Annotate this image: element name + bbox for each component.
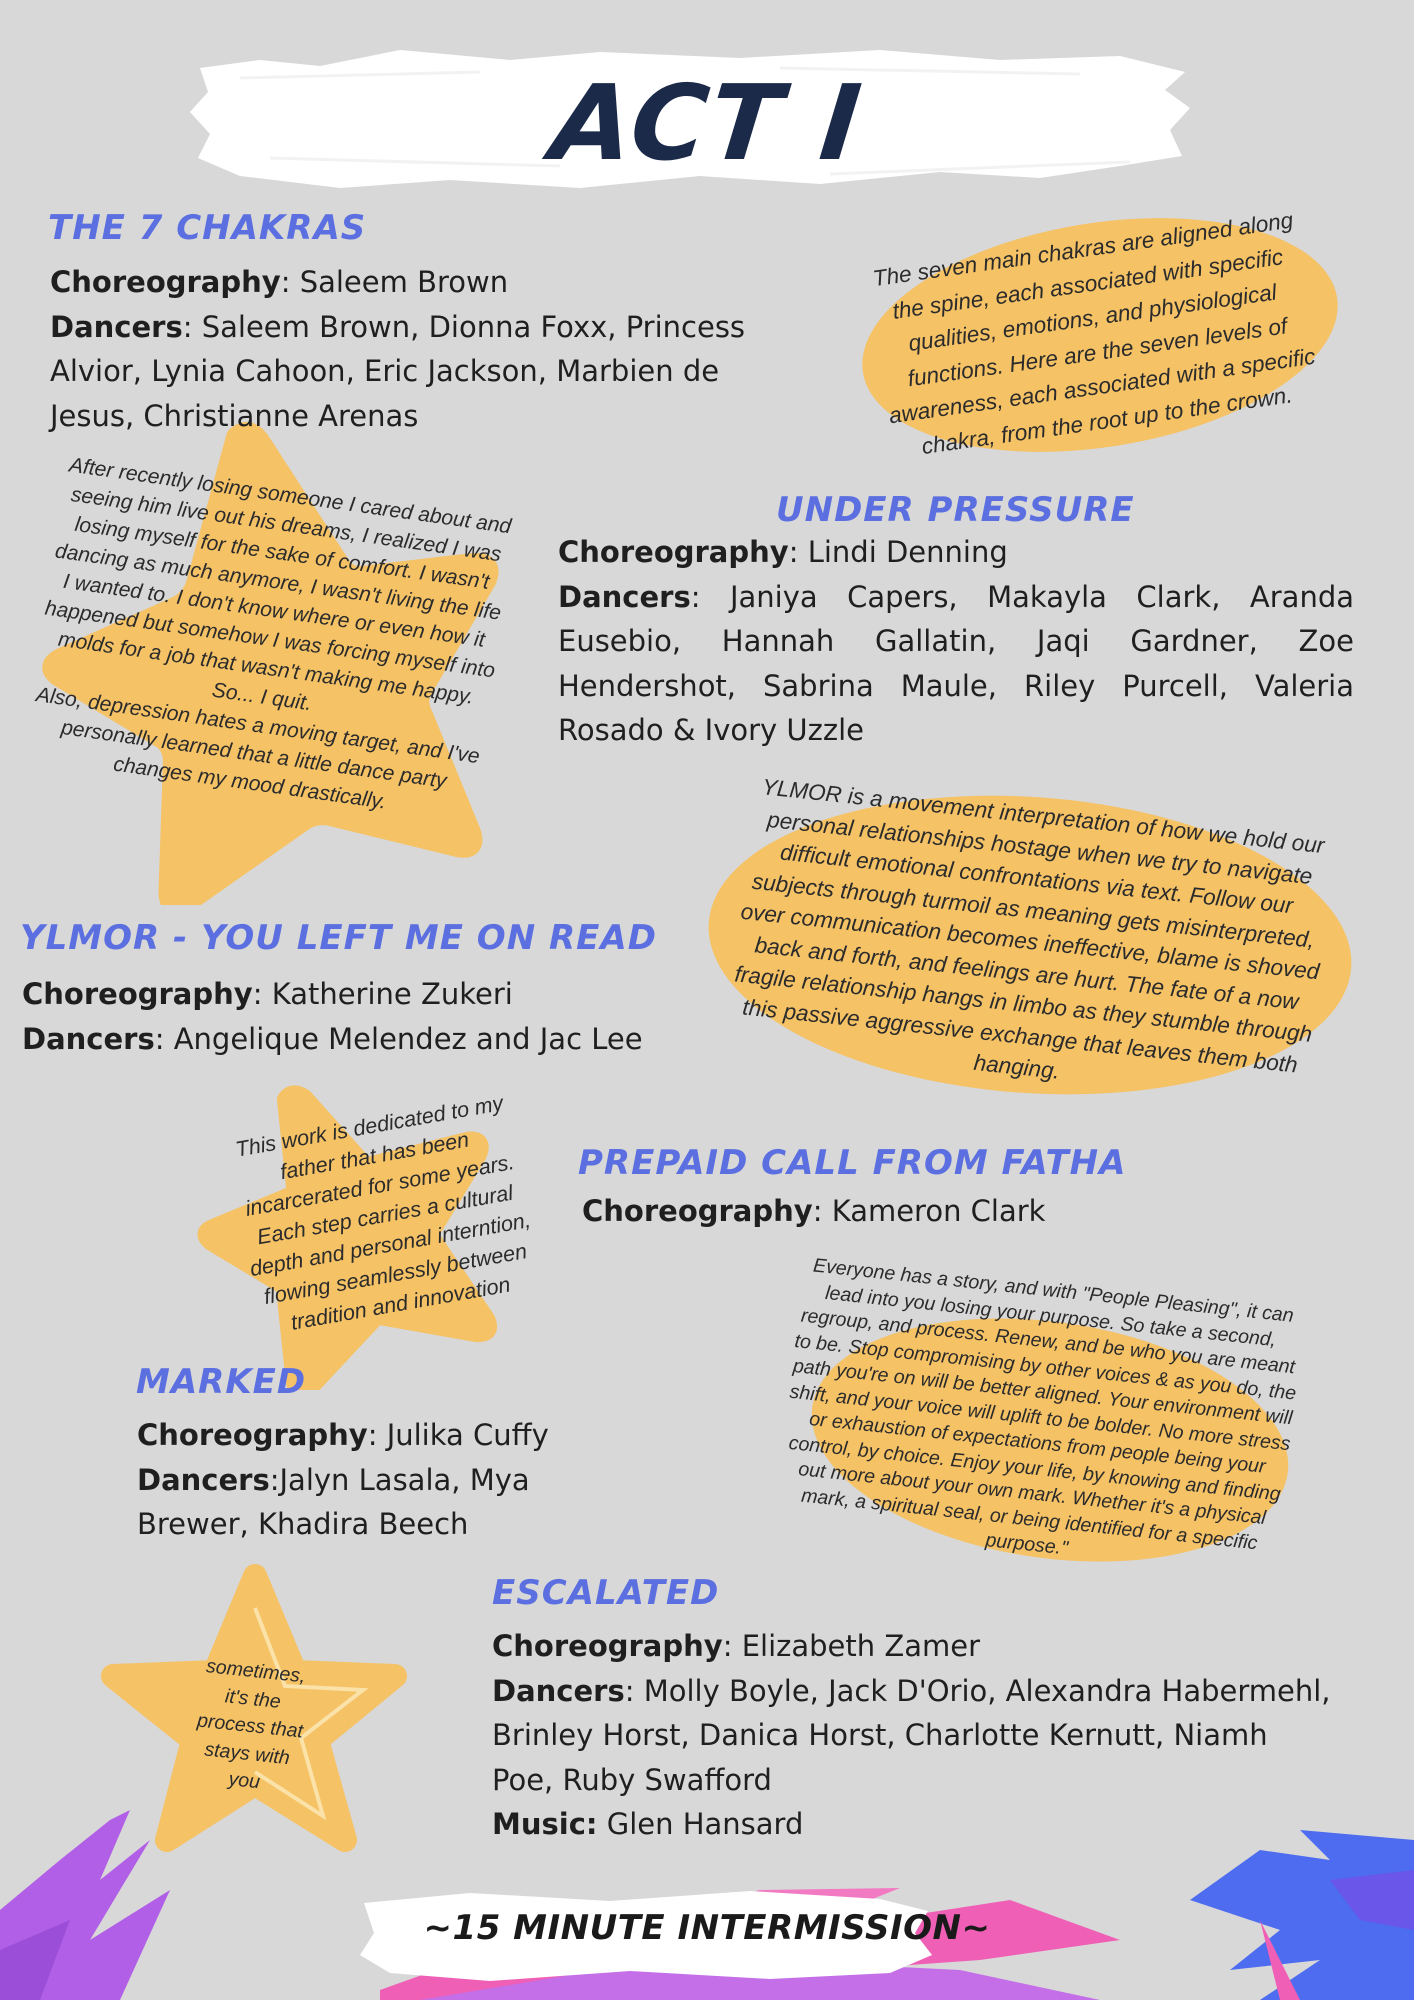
credits-escalated: Choreography: Elizabeth Zamer Dancers: Molly Boyle, Jack D'Orio, Alexandra Habermehl, Brinley Horst, Danica Horst, Charlotte Kernutt, Niamh Poe, Ruby Swafford Music: Glen Hansard <box>492 1629 1331 1841</box>
choreography-label: Choreography <box>22 977 253 1011</box>
credits-under-pressure: Choreography: Lindi Denning Dancers: Janiya Capers, Makayla Clark, Aranda Eusebio, Hannah Gallatin, Jaqi Gardner, Zoe Hendershot, Sabrina Maule, Riley Purcell, Valeria Rosado & Ivory Uzzle <box>558 535 1354 747</box>
credits-ylmor: Choreography: Katherine Zukeri Dancers: Angelique Melendez and Jac Lee <box>22 977 643 1056</box>
act-title: ACT I <box>545 62 869 184</box>
choreography-label: Choreography <box>558 535 789 569</box>
piece-title-7-chakras: THE 7 CHAKRAS <box>48 208 367 248</box>
choreographer: Kameron Clark <box>831 1194 1046 1228</box>
choreography-label: Choreography <box>492 1629 723 1663</box>
choreographer: Lindi Denning <box>807 535 1008 569</box>
blurb-marked: Everyone has a story, and with "People Pleasing", it can lead into you losing your purpose. So take a second, regroup, and process. Renew, and be who you are meant to be. Stop compromising by other voices & as you do, the path you're on will be better aligned. Your environment will shift, and your voice will uplift to be bolder. No more stress or exhaustion of expectations from people being your control, by choice. Enjoy your life, by knowing and finding out more about your own mark. Whether it's a physical mark, a spiritual seal, or being identified for a specific purpose." <box>787 1254 1298 1560</box>
choreographer: Saleem Brown <box>299 265 509 299</box>
choreographer: Elizabeth Zamer <box>741 1629 980 1663</box>
choreography-label: Choreography <box>137 1418 368 1452</box>
dancers-list: Saleem Brown, Dionna Foxx, Princess Alvior, Lynia Cahoon, Eric Jackson, Marbien de Jesus, Christianne Arenas <box>50 309 746 433</box>
dancers-list: Molly Boyle, Jack D'Orio, Alexandra Habermehl, Brinley Horst, Danica Horst, Charlotte Kernutt, Niamh Poe, Ruby Swafford <box>492 1673 1331 1797</box>
choreographer: Katherine Zukeri <box>271 977 513 1011</box>
piece-title-ylmor: YLMOR - YOU LEFT ME ON READ <box>20 918 657 958</box>
dancers-label: Dancers <box>492 1673 625 1708</box>
piece-title-under-pressure: UNDER PRESSURE <box>776 490 1135 530</box>
choreography-label: Choreography <box>582 1194 813 1228</box>
choreographer: Julika Cuffy <box>386 1418 549 1452</box>
intermission-banner: ~15 MINUTE INTERMISSION~ <box>423 1908 991 1948</box>
blurb-ylmor: YLMOR is a movement interpretation of how we hold our personal relationships hostage when we try to navigate difficult emotional confrontations via text. Follow our subjects through turmoil as meaning gets misinterpreted, over communication becomes ineffective, blame is shoved back and forth, and feelings are hurt. The fate of a now fragile relationship hangs in limbo as they stumble through this passive aggressive exchange that leaves them both hanging. <box>733 774 1326 1084</box>
dancers-list: Angelique Melendez and Jac Lee <box>173 1021 643 1056</box>
dancers-label: Dancers <box>22 1021 155 1056</box>
blurb-prepaid-call: This work is dedicated to my father that has been incarcerated for some years. Each step carries a cultural depth and personal interntion, flowing seamlessly between tradition and innovation <box>233 1090 533 1335</box>
blurb-escalated: sometimes, it's the process that stays with you <box>196 1655 307 1794</box>
piece-title-escalated: ESCALATED <box>492 1573 720 1613</box>
dancers-label: Dancers <box>558 579 691 614</box>
credits-marked: Choreography: Julika Cuffy Dancers:Jalyn Lasala, Mya Brewer, Khadira Beech <box>137 1418 549 1541</box>
dancers-list: Janiya Capers, Makayla Clark, Aranda Eusebio, Hannah Gallatin, Jaqi Gardner, Zoe Hendershot, Sabrina Maule, Riley Purcell, Valeria Rosado & Ivory Uzzle <box>558 579 1354 747</box>
dancers-label: Dancers <box>50 309 183 344</box>
choreography-label: Choreography <box>50 265 281 299</box>
blurb-under-pressure: After recently losing someone I cared about and seeing him live out his dreams, I realized I was losing myself for the sake of comfort. I wasn't dancing as much anymore, I wasn't living the life I wanted to. I don't know where or even how it happened but somehow I was forcing myself into molds for a job that wasn't making me happy. So... I quit. Also, depression hates a moving target, and I've personally learned that a little dance party changes my mood drastically. <box>34 453 513 814</box>
credits-prepaid-call: Choreography: Kameron Clark <box>582 1194 1046 1228</box>
dancers-list: Jalyn Lasala, Mya Brewer, Khadira Beech <box>137 1462 530 1541</box>
music-label: Music: <box>492 1807 598 1841</box>
piece-title-prepaid-call: PREPAID CALL FROM FATHA <box>578 1143 1127 1183</box>
blurb-7-chakras: The seven main chakras are aligned along the spine, each associated with specific qualities, emotions, and physiological functions. Here are the seven levels of awareness, each associated with a specific chakra, from the root up to the crown. <box>871 207 1317 459</box>
credits-7-chakras: Choreography: Saleem Brown Dancers: Saleem Brown, Dionna Foxx, Princess Alvior, Lynia Cahoon, Eric Jackson, Marbien de Jesus, Christianne Arenas <box>50 265 746 433</box>
piece-title-marked: MARKED <box>136 1362 307 1402</box>
dancers-label: Dancers <box>137 1462 270 1497</box>
music-credit: Glen Hansard <box>606 1807 804 1841</box>
